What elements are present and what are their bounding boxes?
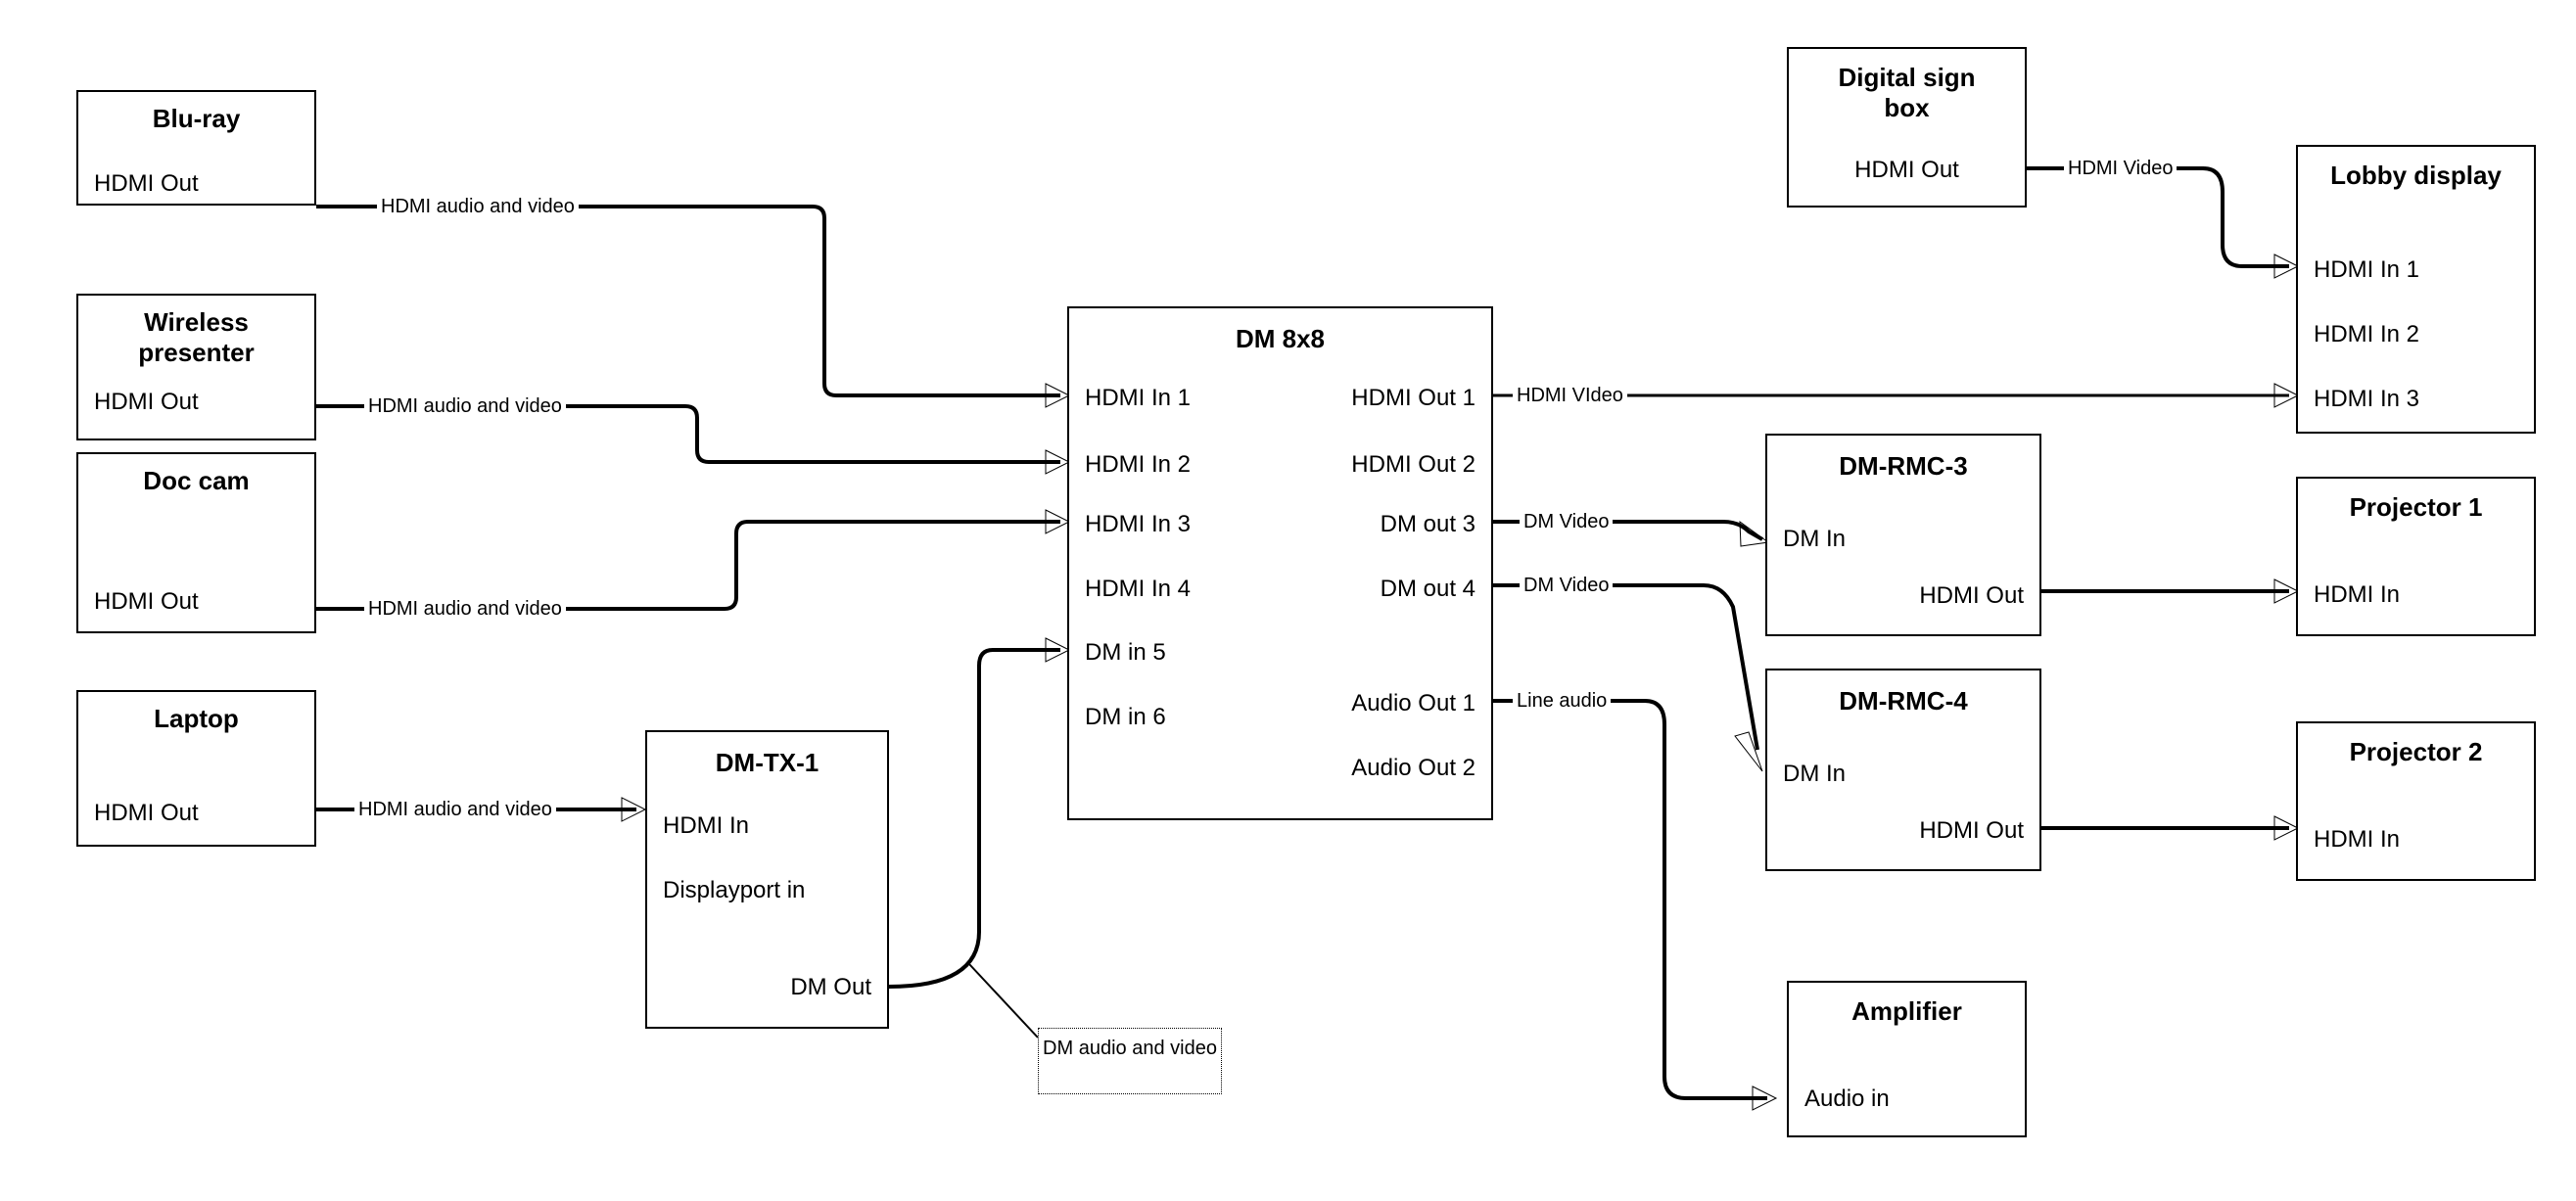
port-audio-out-1: Audio Out 1 bbox=[1351, 690, 1475, 716]
node-laptop[interactable] bbox=[76, 690, 316, 847]
port-dm-out: DM Out bbox=[790, 974, 871, 1000]
node-doc-cam[interactable] bbox=[76, 452, 316, 633]
port-hdmi-in-1: HDMI In 1 bbox=[1085, 385, 1192, 411]
port-hdmi-out-1: HDMI Out 1 bbox=[1351, 385, 1475, 411]
node-title: Projector 2 bbox=[2349, 737, 2483, 766]
edge-label-signbox: HDMI Video bbox=[2064, 158, 2177, 180]
port-hdmi-in-3: HDMI In 3 bbox=[2314, 386, 2420, 412]
node-title: Wireless presenter bbox=[138, 307, 255, 368]
port-hdmi-in: HDMI In bbox=[663, 812, 750, 839]
note-dm-audio-video: DM audio and video bbox=[1038, 1028, 1222, 1094]
port-hdmi-out-2: HDMI Out 2 bbox=[1351, 451, 1475, 478]
edge-label-doccam: HDMI audio and video bbox=[364, 598, 566, 621]
edge-label-dm-out-3: DM Video bbox=[1520, 511, 1613, 533]
node-wireless-presenter[interactable] bbox=[76, 294, 316, 440]
node-lobby-display[interactable] bbox=[2296, 145, 2536, 434]
port-hdmi-out: HDMI Out bbox=[94, 389, 199, 415]
port-hdmi-in-1: HDMI In 1 bbox=[2314, 256, 2420, 283]
port-hdmi-in-2: HDMI In 2 bbox=[2314, 321, 2420, 347]
node-dm-8x8[interactable] bbox=[1067, 306, 1493, 820]
port-hdmi-in-3: HDMI In 3 bbox=[1085, 511, 1192, 537]
node-dm-tx-1[interactable] bbox=[645, 730, 889, 1029]
port-hdmi-out: HDMI Out bbox=[1919, 817, 2024, 844]
port-dm-in-5: DM in 5 bbox=[1085, 639, 1166, 666]
node-dm-rmc-3[interactable] bbox=[1765, 434, 2041, 636]
port-hdmi-out: HDMI Out bbox=[94, 588, 199, 615]
node-digital-sign-box[interactable] bbox=[1787, 47, 2027, 208]
node-title: Lobby display bbox=[2330, 161, 2502, 190]
port-audio-in: Audio in bbox=[1804, 1086, 1890, 1112]
port-dm-in: DM In bbox=[1783, 761, 1847, 787]
edge-label-dm-out-4: DM Video bbox=[1520, 575, 1613, 597]
port-hdmi-out: HDMI Out bbox=[94, 170, 199, 197]
port-hdmi-in: HDMI In bbox=[2314, 581, 2401, 608]
edge-label-hdmi-out-1: HDMI VIdeo bbox=[1513, 385, 1627, 407]
port-dm-in: DM In bbox=[1783, 526, 1847, 552]
node-dm-rmc-4[interactable] bbox=[1765, 669, 2041, 871]
port-hdmi-in: HDMI In bbox=[2314, 826, 2401, 853]
port-dm-in-6: DM in 6 bbox=[1085, 704, 1166, 730]
node-title: Laptop bbox=[154, 704, 239, 733]
port-hdmi-in-2: HDMI In 2 bbox=[1085, 451, 1192, 478]
port-audio-out-2: Audio Out 2 bbox=[1351, 755, 1475, 781]
node-projector-2[interactable] bbox=[2296, 721, 2536, 881]
node-title: DM 8x8 bbox=[1235, 324, 1326, 353]
node-amplifier[interactable] bbox=[1787, 981, 2027, 1137]
edge-label-wireless: HDMI audio and video bbox=[364, 395, 566, 418]
port-dm-out-4: DM out 4 bbox=[1380, 576, 1475, 602]
edge-label-audio-out-1: Line audio bbox=[1513, 690, 1611, 713]
port-hdmi-out: HDMI Out bbox=[1919, 582, 2024, 609]
port-hdmi-out: HDMI Out bbox=[94, 800, 199, 826]
edge-label-bluray: HDMI audio and video bbox=[377, 196, 579, 218]
node-title: DM-RMC-3 bbox=[1839, 451, 1968, 481]
node-title: Doc cam bbox=[143, 466, 250, 495]
node-title: DM-TX-1 bbox=[715, 748, 820, 777]
port-displayport-in: Displayport in bbox=[663, 877, 806, 903]
port-hdmi-out: HDMI Out bbox=[1854, 157, 1959, 183]
edge-label-laptop: HDMI audio and video bbox=[354, 799, 556, 821]
node-blu-ray[interactable] bbox=[76, 90, 316, 206]
port-hdmi-in-4: HDMI In 4 bbox=[1085, 576, 1192, 602]
node-projector-1[interactable] bbox=[2296, 477, 2536, 636]
node-title: DM-RMC-4 bbox=[1839, 686, 1968, 716]
node-title: Amplifier bbox=[1851, 996, 1962, 1026]
node-title: Digital sign box bbox=[1838, 63, 1976, 123]
port-dm-out-3: DM out 3 bbox=[1380, 511, 1475, 537]
node-title: Projector 1 bbox=[2349, 492, 2483, 522]
node-title: Blu-ray bbox=[152, 104, 241, 133]
